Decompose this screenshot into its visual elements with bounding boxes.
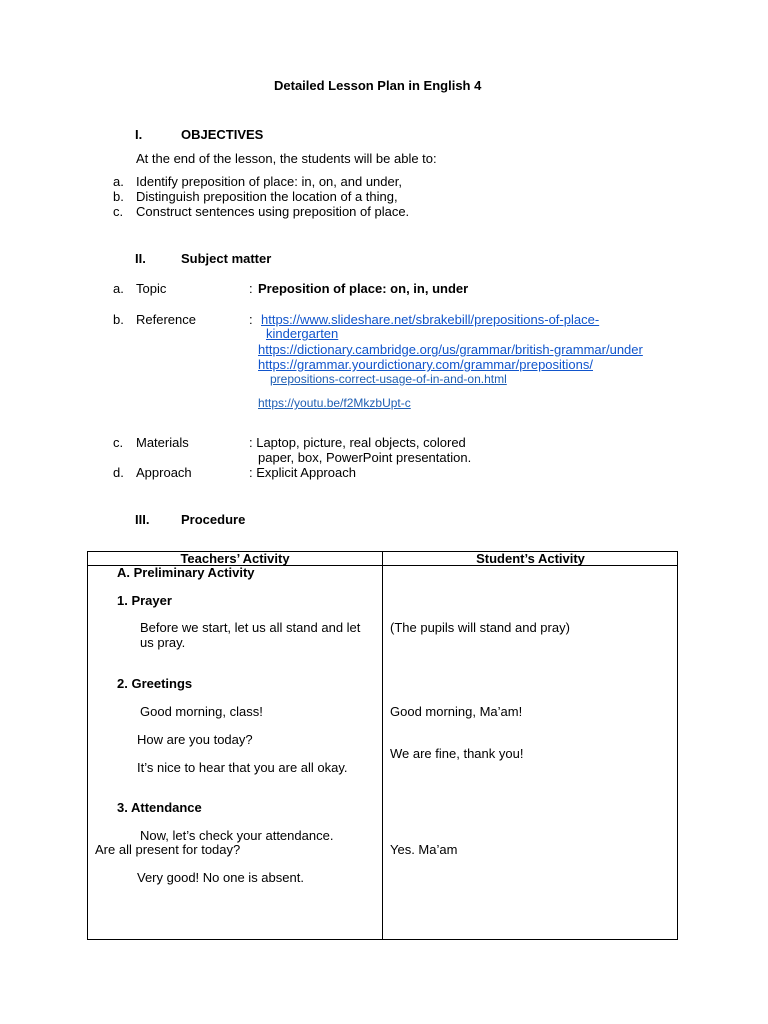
materials-value: : Laptop, picture, real objects, colored [249,435,466,450]
objective-item: Construct sentences using preposition of place. [136,204,410,219]
preliminary-activity-heading: A. Preliminary Activity [117,565,255,580]
greetings-heading: 2. Greetings [117,676,193,691]
teacher-text: Very good! No one is absent. [137,870,304,885]
section-heading-subject-matter: Subject matter [181,251,272,266]
reference-link-yourdictionary[interactable]: https://grammar.yourdictionary.com/grammar/prepositions/ [258,357,593,372]
materials-label: Materials [136,435,189,450]
section-number: III. [135,512,150,527]
list-letter: d. [113,465,124,480]
prayer-heading: 1. Prayer [117,593,172,608]
student-text: (The pupils will stand and pray) [390,620,570,635]
table-header-student: Student’s Activity [476,551,585,566]
teacher-text: Now, let’s check your attendance. [140,828,334,843]
list-letter: c. [113,435,124,450]
list-letter: a. [113,281,124,296]
topic-label: Topic [136,281,167,296]
attendance-heading: 3. Attendance [117,800,202,815]
materials-value-cont: paper, box, PowerPoint presentation. [258,450,472,465]
list-letter: b. [113,312,124,327]
reference-link-slideshare[interactable]: https://www.slideshare.net/sbrakebill/prepositions-of-place- [261,312,600,327]
objectives-intro: At the end of the lesson, the students will be able to: [136,151,437,166]
teacher-text: us pray. [140,635,186,650]
teacher-text: Are all present for today? [95,842,241,857]
section-heading-procedure: Procedure [181,512,246,527]
section-heading-objectives: OBJECTIVES [181,127,264,142]
teacher-text: Good morning, class! [140,704,263,719]
reference-link-slideshare-cont[interactable]: kindergarten [266,326,339,341]
list-letter: c. [113,204,124,219]
teacher-text: It’s nice to hear that you are all okay. [137,760,348,775]
reference-link-cambridge[interactable]: https://dictionary.cambridge.org/us/grammar/british-grammar/under [258,342,643,357]
colon: : [249,281,253,296]
approach-label: Approach [136,465,192,480]
topic-value: Preposition of place: on, in, under [258,281,469,296]
teacher-text: How are you today? [137,732,253,747]
approach-value: : Explicit Approach [249,465,356,480]
student-text: Yes. Ma’am [390,842,458,857]
reference-link-yourdictionary-cont[interactable]: prepositions-correct-usage-of-in-and-on.html [270,372,507,386]
section-number: II. [135,251,146,266]
colon: : [249,312,253,327]
student-text: Good morning, Ma’am! [390,704,523,719]
reference-label: Reference [136,312,196,327]
teacher-text: Before we start, let us all stand and let [140,620,361,635]
table-divider [382,551,383,940]
reference-link-youtube[interactable]: https://youtu.be/f2MkzbUpt-c [258,396,411,410]
list-letter: b. [113,189,124,204]
table-header-teacher: Teachers’ Activity [180,551,290,566]
section-number: I. [135,127,143,142]
objective-item: Distinguish preposition the location of a thing, [136,189,398,204]
document-title: Detailed Lesson Plan in English 4 [274,78,482,93]
student-text: We are fine, thank you! [390,746,524,761]
list-letter: a. [113,174,124,189]
objective-item: Identify preposition of place: in, on, and under, [136,174,402,189]
